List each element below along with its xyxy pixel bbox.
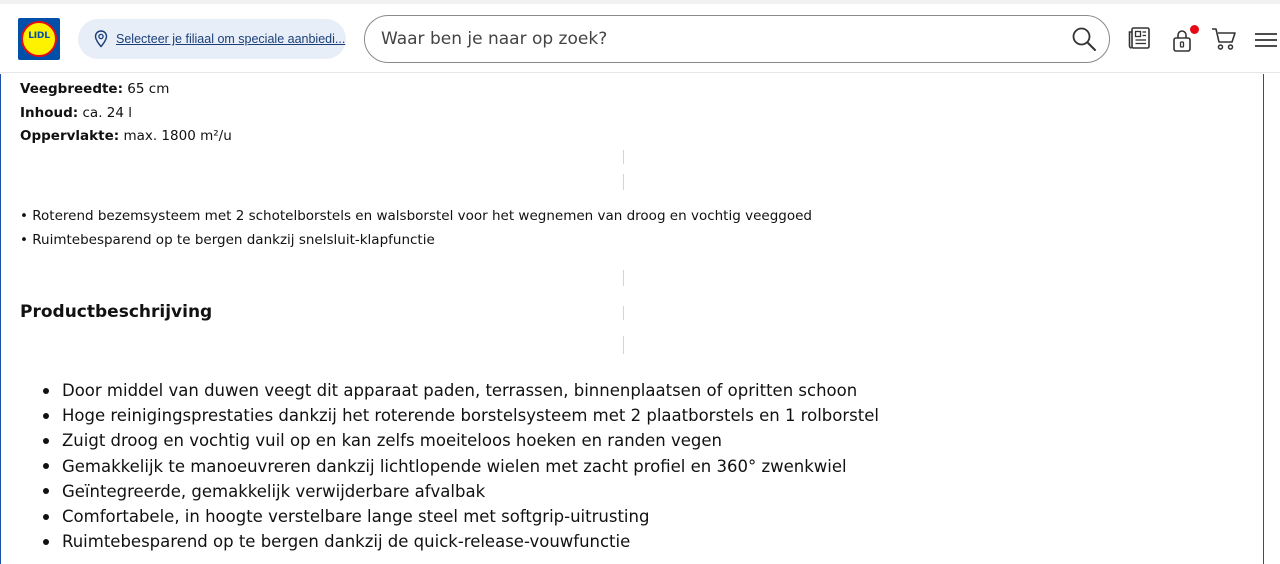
spec-list [20, 78, 232, 149]
spec-value: 65 cm [127, 81, 170, 97]
lidl-logo[interactable] [18, 18, 60, 60]
divider [623, 306, 624, 320]
list-item-text: Comfortabele, in hoogte verstelbare lange steel met softgrip-uitrusting [62, 507, 650, 527]
list-item [43, 479, 879, 504]
divider [623, 174, 624, 190]
list-item-text: Door middel van duwen veegt dit apparaat paden, terrassen, binnenplaatsen of opritten schoon [62, 381, 858, 400]
list-item [43, 378, 879, 403]
leaflet-icon[interactable] [1128, 26, 1152, 50]
list-item [43, 454, 879, 479]
bullet [43, 539, 49, 545]
list-item-text: Zuigt droog en vochtig vuil op en kan zelfs moeiteloos hoeken en randen vegen [62, 431, 722, 451]
divider [623, 336, 624, 354]
site-header [0, 4, 1280, 73]
search-icon[interactable] [1071, 26, 1097, 52]
hamburger-menu-icon[interactable] [1254, 32, 1278, 48]
product-details-panel [0, 74, 1264, 564]
spec-row-area [20, 125, 232, 149]
cart-icon[interactable] [1211, 27, 1237, 51]
search-bar [364, 15, 1110, 63]
bullet [43, 514, 49, 520]
list-item: • Ruimtebesparend op te bergen dankzij snelsluit-klapfunctie [20, 232, 435, 248]
list-item-text: Ruimtebesparend op te bergen dankzij de quick-release-vouwfunctie [62, 532, 631, 552]
list-item-text: Geïntegreerde, gemakkelijk verwijderbare afvalbak [62, 481, 486, 501]
list-item [43, 504, 879, 529]
search-input[interactable] [381, 16, 1041, 61]
bullet [43, 388, 49, 394]
store-selector-label: Selecteer je filiaal om speciale aanbiedi... [116, 32, 346, 46]
spec-key: Inhoud: [20, 104, 79, 121]
list-item-text: Hoge reinigingsprestaties dankzij het roterende borstelsysteem met 2 plaatborstels en 1 rolborstel [62, 406, 879, 426]
bullet [43, 488, 49, 494]
divider [623, 150, 624, 164]
list-item: • Roterend bezemsysteem met 2 schotelborstels en walsborstel voor het wegnemen van droog en vochtig veeggoed [20, 208, 812, 224]
bullet [43, 463, 49, 469]
spec-value: ca. 24 l [82, 104, 132, 121]
description-list [43, 378, 879, 554]
notification-badge [1190, 25, 1199, 34]
spec-value: max. 1800 m²/u [123, 128, 232, 144]
feature-list [20, 204, 812, 252]
account-icon[interactable] [1172, 29, 1192, 53]
spec-key: Veegbreedte: [20, 81, 123, 97]
bullet [43, 438, 49, 444]
bullet [43, 413, 49, 419]
list-item [43, 403, 879, 428]
logo-text: LIDL [28, 31, 50, 41]
spec-row-capacity [20, 102, 232, 126]
list-item-text: Gemakkelijk te manoeuvreren dankzij lichtlopende wielen met zacht profiel en 360° zwenkwiel [62, 456, 847, 476]
section-title: Productbeschrijving [20, 302, 213, 322]
list-item [43, 529, 879, 554]
store-selector-button[interactable] [78, 19, 346, 59]
spec-key: Oppervlakte: [20, 128, 120, 144]
divider [623, 270, 624, 286]
location-pin-icon [94, 30, 108, 48]
list-item [43, 428, 879, 453]
spec-row-width [20, 78, 232, 102]
